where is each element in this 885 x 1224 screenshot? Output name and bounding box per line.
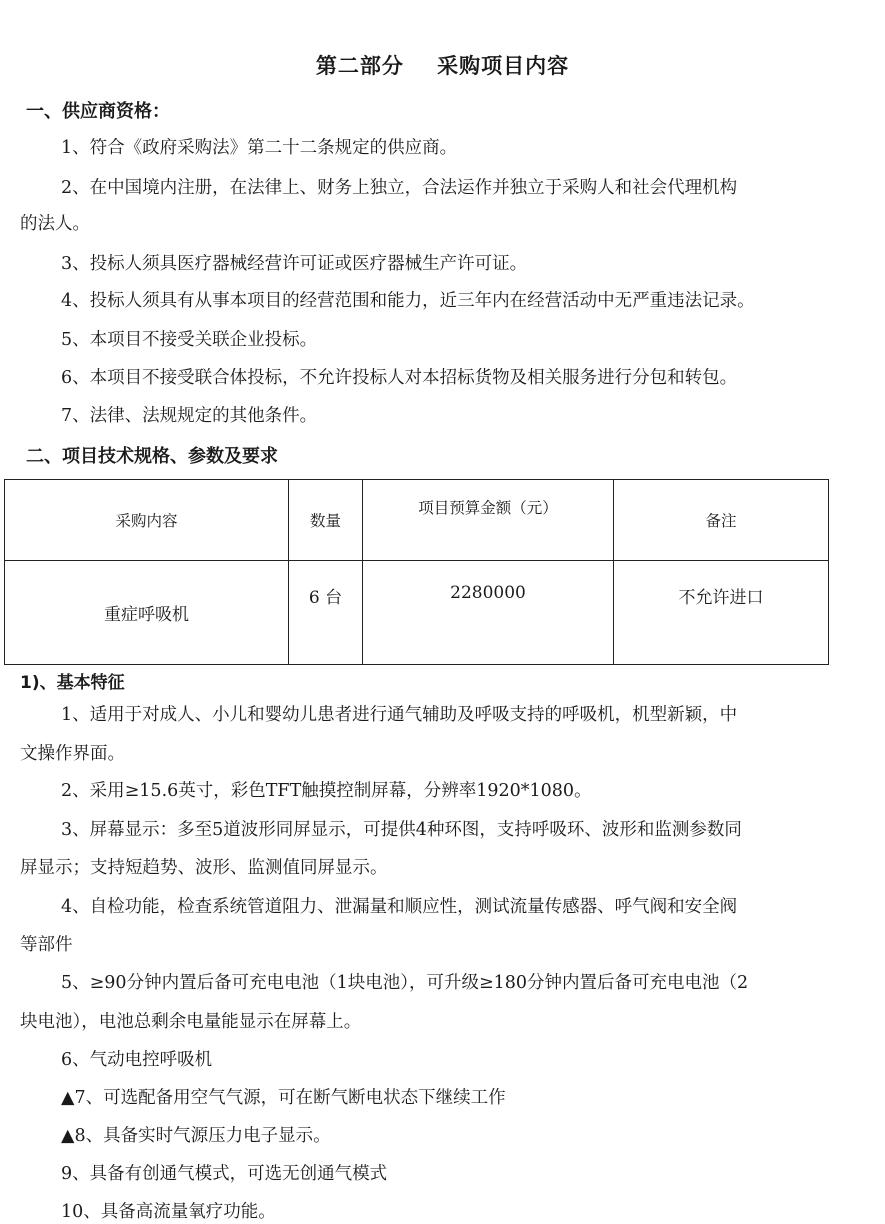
paragraph: 2、在中国境内注册，在法律上、财务上独立，合法运作并独立于采购人和社会代理机构 bbox=[61, 178, 738, 198]
paragraph: 的法人。 bbox=[20, 214, 90, 234]
table-header-cell: 备注 bbox=[614, 480, 829, 561]
table-header-cell: 采购内容 bbox=[5, 480, 289, 561]
paragraph: 3、投标人须具医疗器械经营许可证或医疗器械生产许可证。 bbox=[61, 254, 528, 274]
table-header-row bbox=[5, 480, 829, 561]
paragraph: 1、符合《政府采购法》第二十二条规定的供应商。 bbox=[61, 138, 458, 158]
paragraph: ▲8、具备实时气源压力电子显示。 bbox=[61, 1126, 331, 1146]
paragraph: 6、本项目不接受联合体投标，不允许投标人对本招标货物及相关服务进行分包和转包。 bbox=[61, 368, 738, 388]
table-cell: 重症呼吸机 bbox=[5, 561, 289, 665]
paragraph: 10、具备高流量氧疗功能。 bbox=[61, 1202, 276, 1222]
paragraph: 5、本项目不接受关联企业投标。 bbox=[61, 330, 318, 350]
subsection-heading-basic-features: 1)、基本特征 bbox=[20, 673, 125, 693]
table-header-cell: 项目预算金额（元） bbox=[363, 480, 614, 561]
paragraph: 4、投标人须具有从事本项目的经营范围和能力，近三年内在经营活动中无严重违法记录。 bbox=[61, 291, 755, 311]
section-heading-supplier-qualification: 一、供应商资格： bbox=[26, 101, 170, 122]
table-cell: 6 台 bbox=[289, 561, 363, 665]
paragraph: 2、采用≥15.6英寸，彩色TFT触摸控制屏幕，分辨率1920*1080。 bbox=[61, 781, 592, 801]
paragraph: 3、屏幕显示：多至5道波形同屏显示，可提供4种环图，支持呼吸环、波形和监测参数同 bbox=[61, 820, 742, 840]
paragraph: 9、具备有创通气模式，可选无创通气模式 bbox=[61, 1164, 388, 1184]
paragraph: 文操作界面。 bbox=[20, 744, 125, 764]
paragraph: 5、≥90分钟内置后备可充电电池（1块电池），可升级≥180分钟内置后备可充电电池（2 bbox=[61, 973, 749, 993]
procurement-table bbox=[4, 479, 829, 665]
paragraph: ▲7、可选配备用空气气源，可在断气断电状态下继续工作 bbox=[61, 1088, 506, 1108]
table-row bbox=[5, 561, 829, 665]
paragraph: 4、自检功能，检查系统管道阻力、泄漏量和顺应性，测试流量传感器、呼气阀和安全阀 bbox=[61, 897, 738, 917]
section-heading-technical-specs: 二、项目技术规格、参数及要求 bbox=[26, 446, 278, 467]
table-cell: 2280000 bbox=[363, 561, 614, 665]
paragraph: 屏显示；支持短趋势、波形、监测值同屏显示。 bbox=[20, 858, 388, 878]
paragraph: 6、气动电控呼吸机 bbox=[61, 1050, 213, 1070]
paragraph: 等部件 bbox=[20, 935, 73, 955]
paragraph: 7、法律、法规规定的其他条件。 bbox=[61, 406, 318, 426]
paragraph: 1、适用于对成人、小儿和婴幼儿患者进行通气辅助及呼吸支持的呼吸机，机型新颖，中 bbox=[61, 705, 738, 725]
table-cell: 不允许进口 bbox=[614, 561, 829, 665]
page-title: 第二部分 采购项目内容 bbox=[315, 54, 570, 78]
paragraph: 块电池），电池总剩余电量能显示在屏幕上。 bbox=[20, 1012, 362, 1032]
table-header-cell: 数量 bbox=[289, 480, 363, 561]
